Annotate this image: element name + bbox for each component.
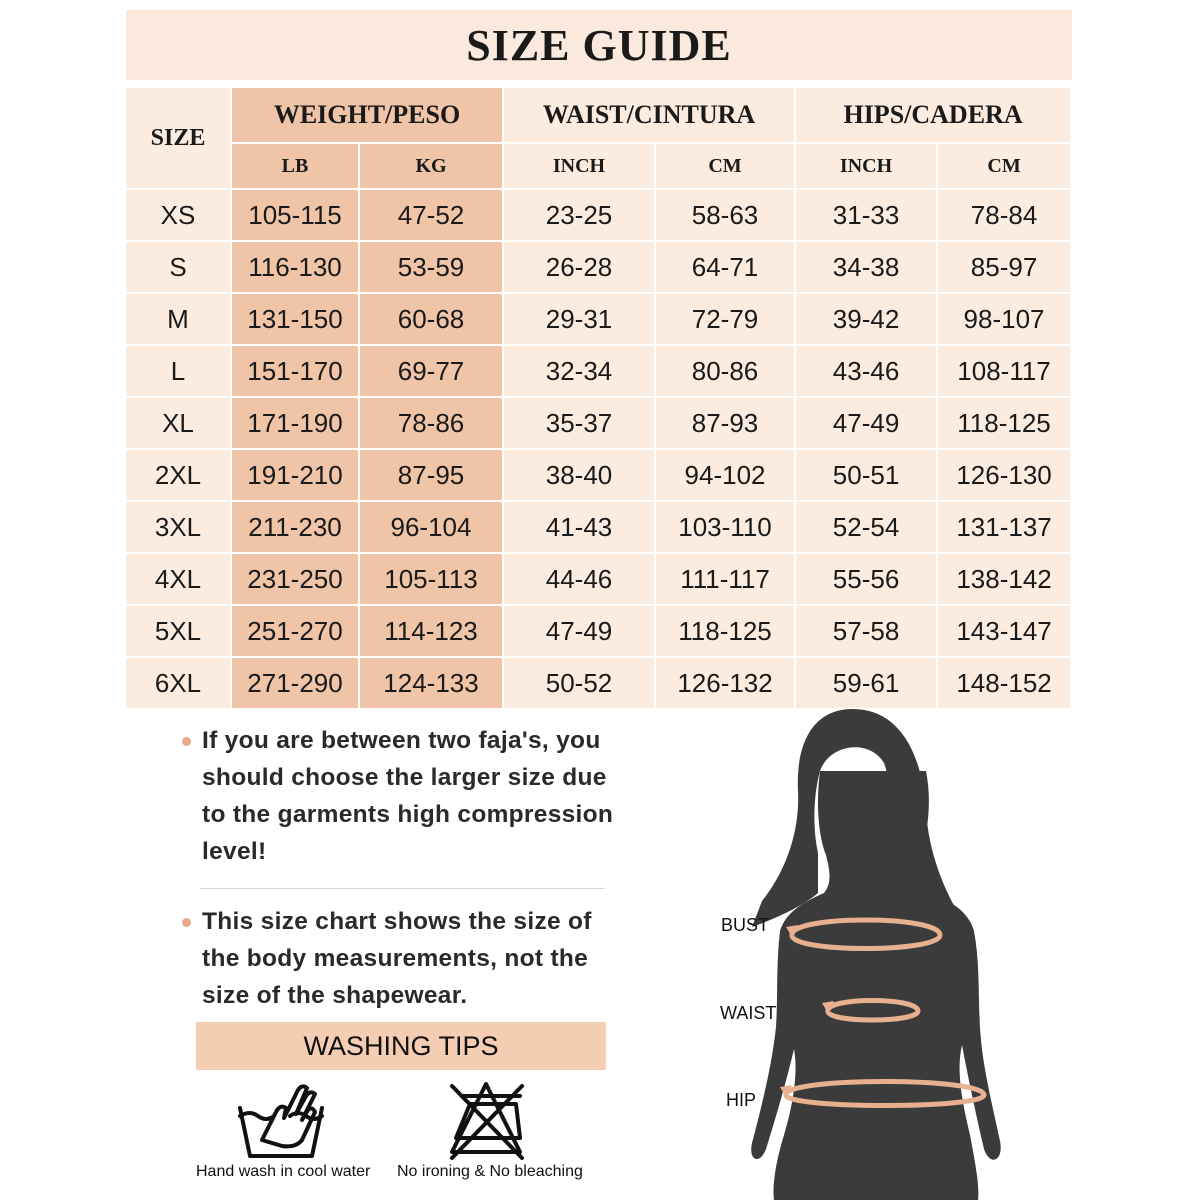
lb-cell: 191-210 bbox=[232, 450, 360, 502]
note-line: to the garments high compression bbox=[202, 801, 614, 828]
lb-cell: 105-115 bbox=[232, 190, 360, 242]
no-ironing-no-bleaching-icon bbox=[446, 1082, 526, 1162]
size-cell: 5XL bbox=[126, 606, 232, 658]
note-line: If you are between two faja's, you bbox=[202, 727, 601, 754]
size-header: SIZE bbox=[126, 88, 232, 190]
waist-inch-cell: 38-40 bbox=[504, 450, 656, 502]
waist-inch-cell: 41-43 bbox=[504, 502, 656, 554]
hips-cm-cell: 138-142 bbox=[938, 554, 1072, 606]
kg-cell: 69-77 bbox=[360, 346, 504, 398]
lb-cell: 151-170 bbox=[232, 346, 360, 398]
table-row bbox=[126, 190, 1072, 242]
hips-inch-cell: 59-61 bbox=[796, 658, 938, 710]
hip-label: HIP bbox=[726, 1090, 757, 1110]
kg-cell: 114-123 bbox=[360, 606, 504, 658]
waist-inch-cell: 50-52 bbox=[504, 658, 656, 710]
hips-cm-cell: 126-130 bbox=[938, 450, 1072, 502]
size-cell: 4XL bbox=[126, 554, 232, 606]
waist-cm-cell: 87-93 bbox=[656, 398, 796, 450]
size-cell: S bbox=[126, 242, 232, 294]
kg-cell: 60-68 bbox=[360, 294, 504, 346]
lb-cell: 131-150 bbox=[232, 294, 360, 346]
kg-cell: 96-104 bbox=[360, 502, 504, 554]
hips-cm-cell: 85-97 bbox=[938, 242, 1072, 294]
lb-cell: 251-270 bbox=[232, 606, 360, 658]
lb-cell: 116-130 bbox=[232, 242, 360, 294]
header-row-units bbox=[126, 144, 1072, 190]
no-ironing-label: No ironing & No bleaching bbox=[397, 1163, 583, 1180]
body bbox=[751, 771, 1001, 1200]
hips-cm-cell: 118-125 bbox=[938, 398, 1072, 450]
waist-cm-cell: 72-79 bbox=[656, 294, 796, 346]
kg-cell: 87-95 bbox=[360, 450, 504, 502]
table-row bbox=[126, 502, 1072, 554]
hips-inch-cell: 52-54 bbox=[796, 502, 938, 554]
title-banner bbox=[126, 10, 1072, 80]
table-row bbox=[126, 242, 1072, 294]
hips-cm-cell: 143-147 bbox=[938, 606, 1072, 658]
note-line: should choose the larger size due bbox=[202, 764, 607, 791]
waist-inch-cell: 44-46 bbox=[504, 554, 656, 606]
hips-inch-cell: 34-38 bbox=[796, 242, 938, 294]
bullet-icon bbox=[182, 918, 191, 927]
lb-cell: 231-250 bbox=[232, 554, 360, 606]
body-silhouette bbox=[700, 705, 1030, 1200]
notes bbox=[180, 722, 650, 1014]
waist-inch-cell: 23-25 bbox=[504, 190, 656, 242]
table-row bbox=[126, 658, 1072, 710]
hips-inch-cell: 50-51 bbox=[796, 450, 938, 502]
lb-cell: 271-290 bbox=[232, 658, 360, 710]
kg-cell: 53-59 bbox=[360, 242, 504, 294]
table-row bbox=[126, 398, 1072, 450]
lb-cell: 211-230 bbox=[232, 502, 360, 554]
hips-cm-header: CM bbox=[938, 144, 1072, 190]
size-cell: L bbox=[126, 346, 232, 398]
size-cell: XS bbox=[126, 190, 232, 242]
bullet-icon bbox=[182, 737, 191, 746]
kg-header: KG bbox=[360, 144, 504, 190]
hips-header: HIPS/CADERA bbox=[796, 88, 1072, 144]
waist-inch-header: INCH bbox=[504, 144, 656, 190]
waist-cm-cell: 64-71 bbox=[656, 242, 796, 294]
hips-inch-cell: 43-46 bbox=[796, 346, 938, 398]
waist-cm-cell: 118-125 bbox=[656, 606, 796, 658]
waist-cm-cell: 103-110 bbox=[656, 502, 796, 554]
size-cell: XL bbox=[126, 398, 232, 450]
table-row bbox=[126, 294, 1072, 346]
hips-cm-cell: 108-117 bbox=[938, 346, 1072, 398]
hips-inch-cell: 55-56 bbox=[796, 554, 938, 606]
hips-cm-cell: 131-137 bbox=[938, 502, 1072, 554]
waist-inch-cell: 35-37 bbox=[504, 398, 656, 450]
note-between-sizes bbox=[180, 722, 650, 870]
waist-cm-cell: 126-132 bbox=[656, 658, 796, 710]
table-row bbox=[126, 554, 1072, 606]
hips-inch-cell: 39-42 bbox=[796, 294, 938, 346]
waist-label: WAIST bbox=[720, 1003, 777, 1023]
lb-cell: 171-190 bbox=[232, 398, 360, 450]
note-line: This size chart shows the size of bbox=[202, 908, 592, 935]
hips-cm-cell: 148-152 bbox=[938, 658, 1072, 710]
note-line: size of the shapewear. bbox=[202, 982, 468, 1009]
note-line: the body measurements, not the bbox=[202, 945, 589, 972]
table-row bbox=[126, 606, 1072, 658]
table-row bbox=[126, 450, 1072, 502]
divider bbox=[200, 888, 605, 889]
table-row bbox=[126, 346, 1072, 398]
size-table bbox=[126, 88, 1072, 710]
waist-header: WAIST/CINTURA bbox=[504, 88, 796, 144]
note-body-measurements bbox=[180, 903, 650, 1014]
waist-inch-cell: 29-31 bbox=[504, 294, 656, 346]
kg-cell: 105-113 bbox=[360, 554, 504, 606]
hips-cm-cell: 78-84 bbox=[938, 190, 1072, 242]
waist-cm-cell: 58-63 bbox=[656, 190, 796, 242]
waist-cm-cell: 80-86 bbox=[656, 346, 796, 398]
lb-header: LB bbox=[232, 144, 360, 190]
note-line: level! bbox=[202, 838, 267, 865]
kg-cell: 124-133 bbox=[360, 658, 504, 710]
hips-inch-header: INCH bbox=[796, 144, 938, 190]
hand-wash-icon bbox=[236, 1082, 326, 1162]
size-cell: 2XL bbox=[126, 450, 232, 502]
kg-cell: 78-86 bbox=[360, 398, 504, 450]
waist-cm-cell: 94-102 bbox=[656, 450, 796, 502]
page-title: SIZE GUIDE bbox=[466, 20, 732, 70]
waist-inch-cell: 32-34 bbox=[504, 346, 656, 398]
hips-cm-cell: 98-107 bbox=[938, 294, 1072, 346]
size-cell: M bbox=[126, 294, 232, 346]
hips-inch-cell: 31-33 bbox=[796, 190, 938, 242]
header-row-groups bbox=[126, 88, 1072, 144]
waist-inch-cell: 47-49 bbox=[504, 606, 656, 658]
weight-header: WEIGHT/PESO bbox=[232, 88, 504, 144]
hand-wash-label: Hand wash in cool water bbox=[196, 1163, 371, 1180]
washing-tips-banner: WASHING TIPS bbox=[196, 1022, 606, 1070]
kg-cell: 47-52 bbox=[360, 190, 504, 242]
hips-inch-cell: 57-58 bbox=[796, 606, 938, 658]
waist-cm-header: CM bbox=[656, 144, 796, 190]
waist-inch-cell: 26-28 bbox=[504, 242, 656, 294]
waist-cm-cell: 111-117 bbox=[656, 554, 796, 606]
hips-inch-cell: 47-49 bbox=[796, 398, 938, 450]
size-cell: 6XL bbox=[126, 658, 232, 710]
size-cell: 3XL bbox=[126, 502, 232, 554]
size-table-body bbox=[126, 190, 1072, 710]
bust-label: BUST bbox=[721, 915, 770, 935]
